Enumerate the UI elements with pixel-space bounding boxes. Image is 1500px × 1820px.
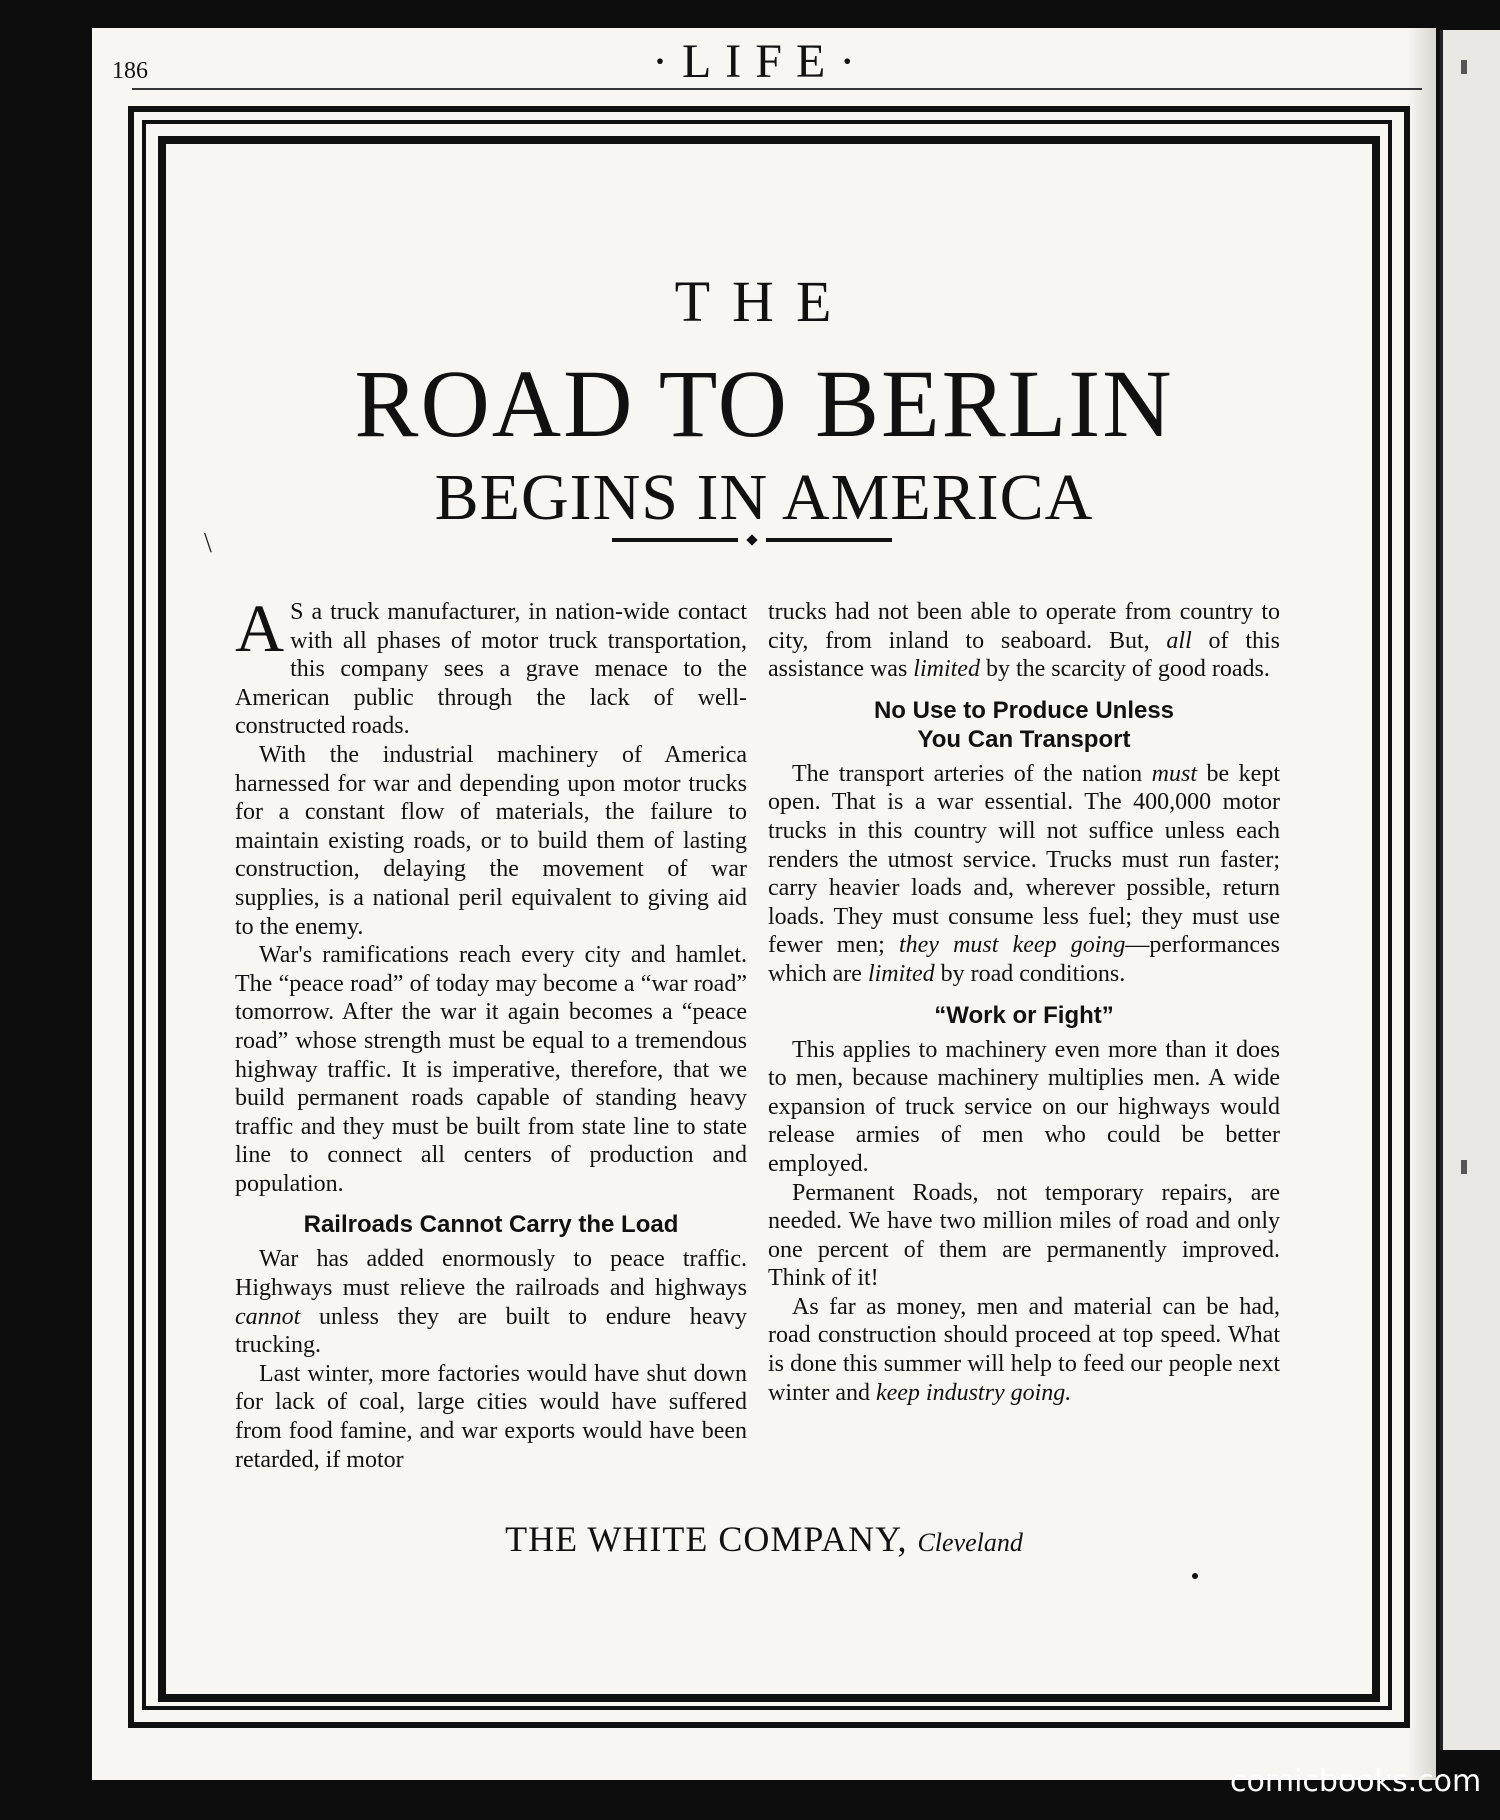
paragraph <box>235 1245 747 1359</box>
drop-cap: A <box>235 590 285 666</box>
emphasis: limited <box>913 656 980 683</box>
company-name: THE WHITE COMPANY, <box>505 1519 908 1559</box>
paragraph <box>768 760 1280 989</box>
page-number: 186 <box>112 58 148 84</box>
masthead-rule <box>132 88 1422 90</box>
paragraph-text: S a truck manufacturer, in nation-wide contact with all phases of motor truck transportation, this company sees a grave menace to the American public through the lack of well-constructed roads. <box>235 599 747 740</box>
paragraph: Permanent Roads, not temporary repairs, are needed. We have two million miles of road and only one percent of them are permanently improved. Think of it! <box>768 1179 1280 1292</box>
divider-line <box>612 538 738 542</box>
subheading: “Work or Fight” <box>934 1001 1114 1029</box>
paragraph <box>768 598 1280 684</box>
emphasis: they must keep going <box>898 932 1126 959</box>
paragraph <box>235 590 747 741</box>
paragraph-text: by the scarcity of good roads. <box>979 656 1270 683</box>
site-watermark: comicbooks.com <box>1230 1764 1482 1799</box>
adjacent-page-edge <box>1440 30 1500 1750</box>
article-column-right <box>768 598 1280 1407</box>
company-city: Cleveland <box>917 1528 1023 1557</box>
paragraph-text: War has added enormously to peace traffic. Highways must relieve the railroads and highways <box>235 1246 747 1302</box>
headline-the: THE <box>674 269 854 334</box>
subheading-line: No Use to Produce Unless <box>873 696 1175 724</box>
divider-line <box>766 538 892 542</box>
paragraph <box>768 1293 1280 1407</box>
paragraph-text: As far as money, men and material can be had, road construction should proceed at top speed. What is done this summer will help to feed our people next winter and <box>768 1293 1280 1406</box>
emphasis: cannot <box>235 1303 301 1330</box>
divider-ornament <box>612 535 892 545</box>
paragraph: War's ramifications reach every city and hamlet. The “peace road” of today may become a “war road” tomorrow. After the war it again becomes a “peace road” whose strength must be equal to a tremendous highway traffic. It is imperative, therefore, that we build permanent roads capable of standing heavy traffic and they must be built from state line to state line to connect all centers of production and population. <box>235 942 747 1197</box>
print-mark <box>1461 1160 1467 1174</box>
paragraph-text: trucks had not been able to operate from country to city, from inland to seaboard. But, <box>768 599 1280 654</box>
headline-main: ROAD TO BERLIN <box>354 350 1174 457</box>
advertiser-signature <box>92 1518 1436 1560</box>
paragraph-text: by road conditions. <box>934 960 1126 987</box>
paragraph-text: unless they are built to endure heavy trucking. <box>235 1303 747 1359</box>
emphasis: keep industry going. <box>875 1379 1072 1406</box>
masthead: ·LIFE· <box>652 35 870 88</box>
paragraph: This applies to machinery even more than it does to men, because machinery multiplies men. A wide expansion of truck service on our highways would release armies of men who could be better employed. <box>768 1036 1280 1177</box>
paragraph-text: be kept open. That is a war essential. The 400,000 motor trucks in this country will not suffice unless each renders the utmost service. Trucks must run faster; carry heavier loads and, wherever possible, return loads. They must consume less fuel; they must use fewer men; <box>768 760 1280 959</box>
divider-diamond <box>746 534 757 545</box>
emphasis: limited <box>867 960 935 987</box>
emphasis: must <box>1151 760 1197 787</box>
subheading: Railroads Cannot Carry the Load <box>303 1211 679 1239</box>
print-mark <box>1461 60 1467 74</box>
magazine-page <box>92 28 1436 1780</box>
print-speck: \ <box>204 528 212 559</box>
article-column-left <box>235 590 747 1474</box>
emphasis: all <box>1166 627 1192 654</box>
headline-sub: BEGINS IN AMERICA <box>434 461 1094 534</box>
paragraph: With the industrial machinery of America harnessed for war and depending upon motor trucks for a constant flow of materials, the failure to maintain existing roads, or to build them of lasting construction, delaying the movement of war supplies, is a national peril equivalent to giving aid to the enemy. <box>235 741 747 940</box>
subheading <box>768 696 1280 754</box>
subheading-line: You Can Transport <box>917 725 1131 753</box>
paragraph-text: of this assistance was <box>768 627 1281 683</box>
paragraph-text: —performances which are <box>768 932 1280 987</box>
print-speck <box>1192 1573 1198 1579</box>
paragraph: Last winter, more factories would have shut down for lack of coal, large cities would have suffered from food famine, and war exports would have been retarded, if motor <box>235 1360 747 1473</box>
paragraph-text: The transport arteries of the nation <box>792 760 1152 787</box>
